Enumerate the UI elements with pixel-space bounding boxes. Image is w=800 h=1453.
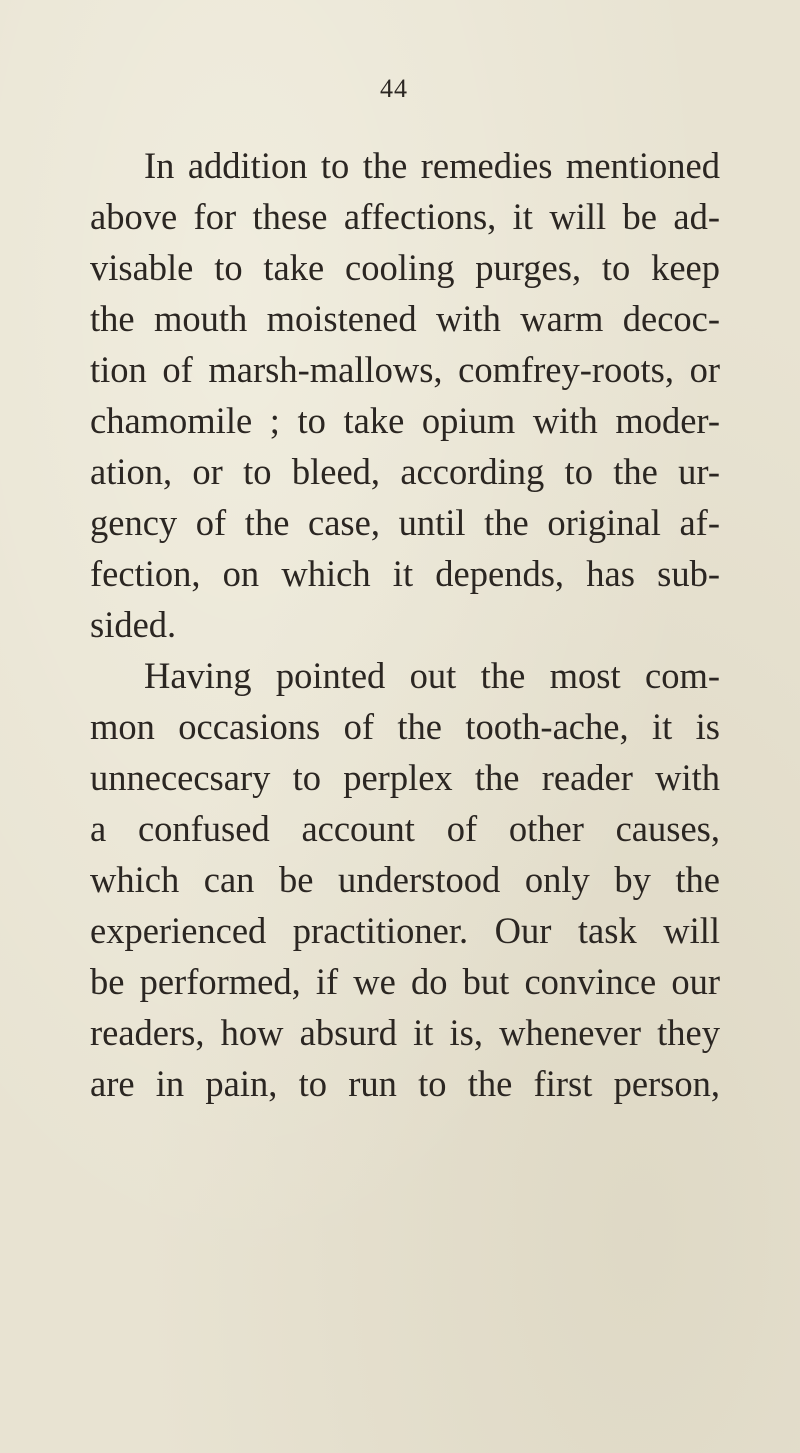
- text-line: sided.: [90, 604, 177, 645]
- text-line: fection, on which it depends, has sub-: [90, 553, 720, 594]
- paragraph-2: [90, 650, 720, 1109]
- paragraph-1: [90, 140, 720, 650]
- text-line: visable to take cooling purges, to keep: [90, 247, 720, 288]
- text-line: chamomile ; to take opium with moder-: [90, 400, 720, 441]
- text-line: experienced practitioner. Our task will: [90, 910, 720, 951]
- text-line: above for these affections, it will be ad-: [90, 196, 720, 237]
- text-line: unnececsary to perplex the reader with: [90, 757, 720, 798]
- text-line: are in pain, to run to the first person,: [90, 1063, 720, 1104]
- text-line: be performed, if we do but convince our: [90, 961, 720, 1002]
- text-line: ation, or to bleed, according to the ur-: [90, 451, 720, 492]
- text-line: a confused account of other causes,: [90, 808, 720, 849]
- text-line: tion of marsh-mallows, comfrey-roots, or: [90, 349, 720, 390]
- text-line: readers, how absurd it is, whenever they: [90, 1012, 720, 1053]
- text-line: which can be understood only by the: [90, 859, 720, 900]
- text-line: the mouth moistened with warm decoc-: [90, 298, 720, 339]
- text-line: In addition to the remedies mentioned: [144, 145, 720, 186]
- page-number: 44: [380, 74, 408, 103]
- text-line: gency of the case, until the original af-: [90, 502, 720, 543]
- text-line: Having pointed out the most com-: [144, 655, 720, 696]
- body-text: [90, 140, 720, 1109]
- text-line: mon occasions of the tooth-ache, it is: [90, 706, 720, 747]
